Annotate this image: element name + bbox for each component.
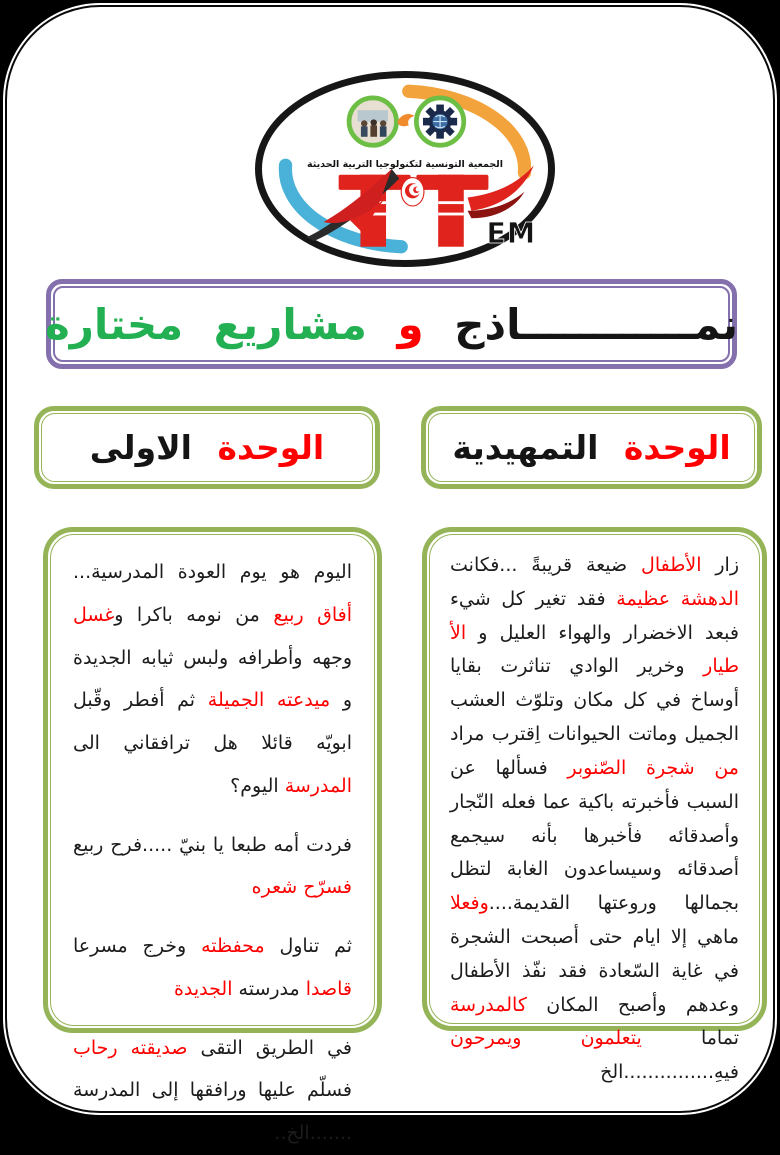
text-segment: وفعلا: [450, 892, 489, 915]
title-words-selected-projects: مشاريع مختارة: [44, 299, 367, 349]
text-segment: وجهه وأطرافه ولبس ثيابه الجديدة و: [73, 646, 352, 712]
em-label: EM: [486, 216, 537, 250]
text-segment: قاصدا: [305, 977, 352, 1000]
title-word-models: نمــــــــــــاذج: [454, 299, 739, 349]
text-segment: فقد تغير كل شيء فبعد الاخضرار والهواء العليل و: [450, 587, 739, 644]
text-segment: صديقته رحاب: [73, 1036, 188, 1059]
unit-one-word-red: الوحدة: [217, 428, 325, 467]
paragraph: [73, 925, 352, 1011]
text-segment: [521, 1027, 580, 1049]
gear-globe-icon: [416, 98, 463, 145]
text-segment: في الطريق التقى: [187, 1036, 352, 1059]
unit-one-header: [90, 428, 324, 467]
text-segment: فسلّم عليها ورافقها إلى المدرسة .......الخ..: [73, 1079, 352, 1144]
text-segment: محفظته: [201, 935, 265, 957]
paragraph: [73, 1027, 352, 1155]
text-segment: من نومه باكرا و: [114, 603, 274, 626]
unit-one-text: [50, 534, 375, 1144]
text-segment: أفاق ربيع: [273, 603, 352, 626]
preliminary-unit-header-box: [421, 406, 762, 489]
text-segment: يتعلمون: [580, 1027, 642, 1050]
preliminary-unit-text: [429, 534, 760, 1084]
classroom-photo-icon: [349, 98, 396, 145]
text-segment: ثم تناول: [264, 935, 352, 957]
paragraph: [73, 551, 352, 808]
paragraph: [450, 549, 739, 1090]
text-segment: كالمدرسة: [450, 993, 527, 1016]
text-segment: ويمرحون: [450, 1027, 522, 1050]
text-segment: فردت أمه طبعا يا بنيّ .....فرح ربيع: [73, 833, 352, 856]
text-segment: ماهي إلا ايام حتى أصبحت الشجرة في غاية السّعادة فقد نفّذ الأطفال وعدهم وأصبح المكان: [450, 925, 739, 1016]
preliminary-unit-text-box: [422, 527, 767, 1084]
text-segment: اليوم؟: [230, 774, 285, 797]
text-segment: ضيعة قريبةً ...فكانت: [450, 554, 642, 576]
unit-one-word-black: الاولى: [89, 428, 192, 467]
text-segment: اليوم هو يوم العودة المدرسية...: [73, 561, 352, 583]
text-segment: الدهشة عظيمة: [616, 587, 739, 610]
text-segment: زار: [701, 554, 740, 576]
paragraph: [73, 824, 352, 910]
flame-icon: [397, 114, 414, 126]
unit-one-text-box: [43, 527, 382, 1144]
page-title: [45, 300, 738, 349]
preliminary-unit-word-black: التمهيدية: [452, 428, 599, 467]
text-segment: الجديدة: [173, 977, 233, 1000]
text-segment: ميدعته الجميلة: [207, 689, 331, 712]
text-segment: من شجرة الصّنوبر: [567, 756, 739, 779]
text-segment: غسل: [73, 603, 115, 626]
text-segment: تماما: [641, 1027, 739, 1050]
main-title-box: [46, 279, 737, 369]
text-segment: مدرسته: [232, 977, 306, 1000]
logo-graphic: [262, 78, 548, 260]
text-segment: فسرّح شعره: [251, 876, 352, 899]
org-name-text: الجمعية التونسية لتكنولوجيا التربية الحديثة: [307, 159, 503, 171]
text-segment: فيهِ...............الخ: [600, 1061, 739, 1084]
preliminary-unit-word-red: الوحدة: [623, 428, 731, 467]
unit-one-header-box: [34, 406, 380, 489]
text-segment: الأطفال: [641, 554, 702, 576]
title-word-and: و: [397, 299, 424, 349]
page-sheet: [5, 5, 775, 1144]
tunisia-flag-icon: [401, 178, 424, 206]
association-logo: [255, 71, 555, 267]
text-segment: وخرج مسرعا: [73, 935, 202, 957]
text-segment: المدرسة: [284, 774, 352, 797]
content-layer: [7, 7, 773, 1144]
text-segment: وخرير الوادي تناثرت بقايا أوساخ في كل مكان وتلوّث العشب الجميل وماتت الحيوانات اِقترب مراد: [450, 655, 739, 746]
text-segment: ثم أفطر وقّبل ابويّه قائلا هل ترافقاني الى: [73, 689, 352, 754]
text-segment: الأ طيار: [450, 621, 739, 678]
text-segment: فسألها عن السبب فأخبرته باكية عما فعله النّجار وأصدقائه فأخبرها بأنه سيجمع أصدقائه وسيساعدون الغابة لتظل بجمالها وروعتها القديمة....: [450, 756, 739, 915]
preliminary-unit-header: [452, 428, 730, 467]
